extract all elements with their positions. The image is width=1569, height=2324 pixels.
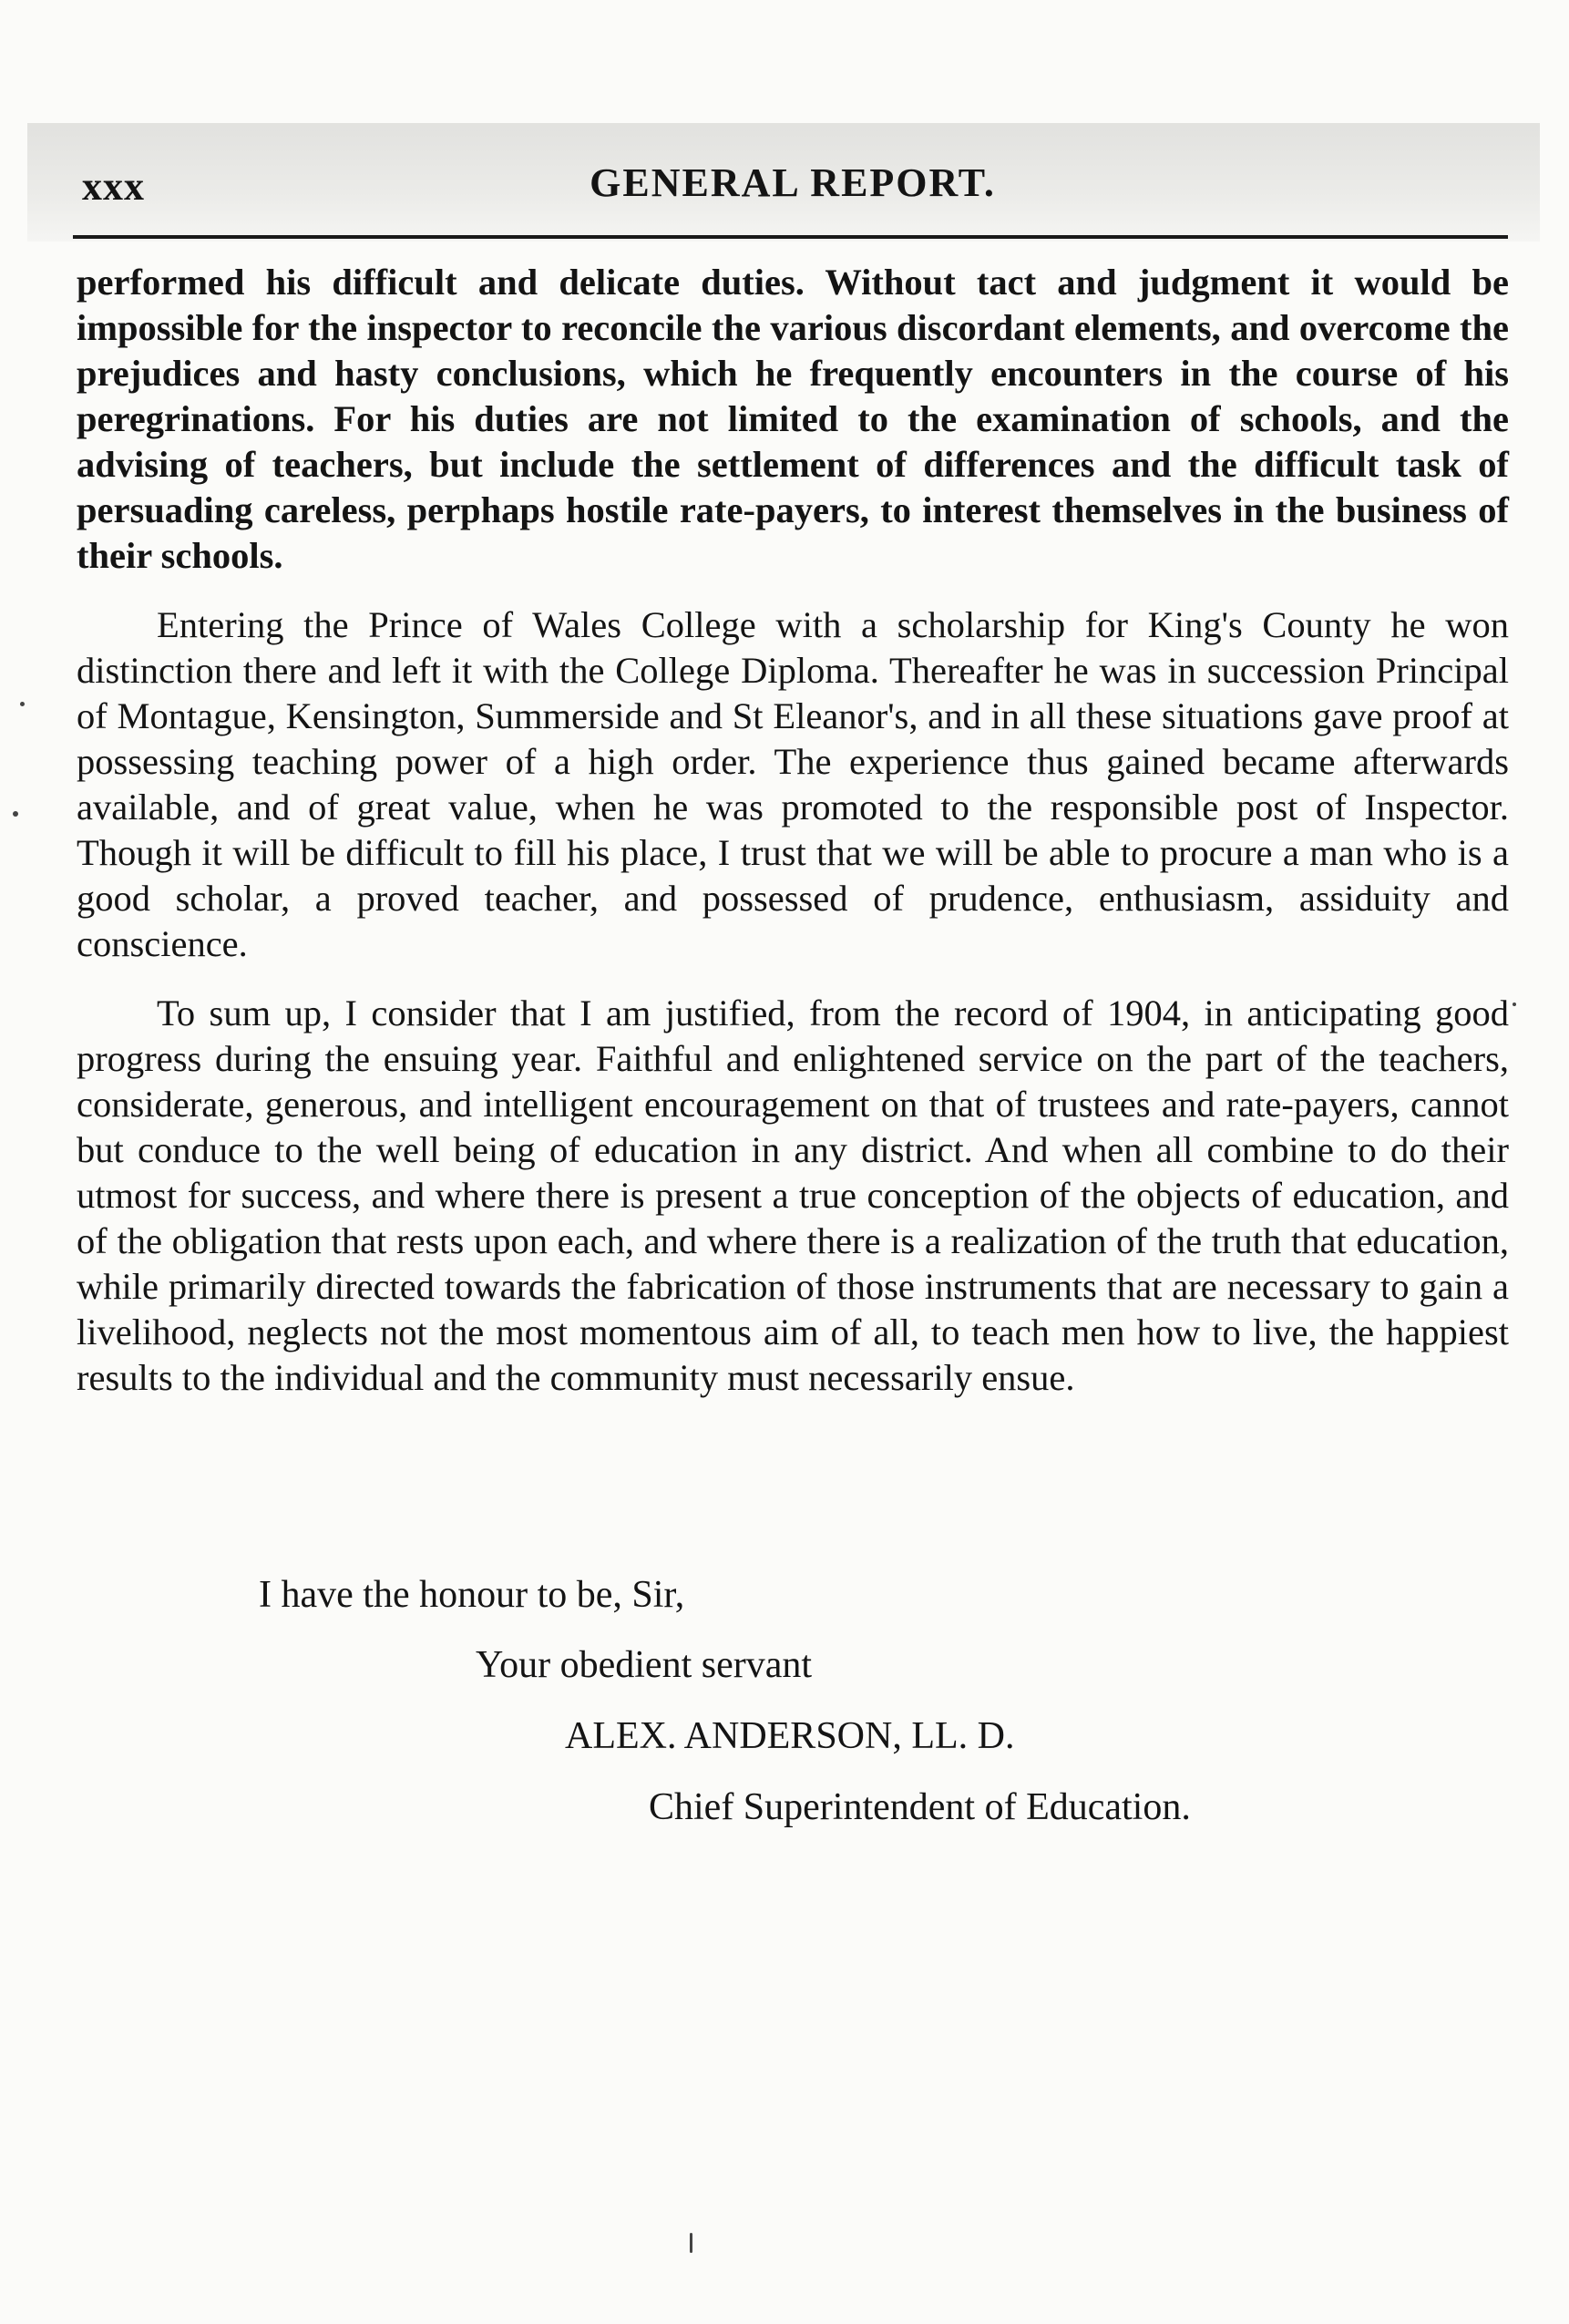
scan-speck [1513, 1003, 1516, 1006]
scan-speck [20, 702, 25, 706]
paragraph-summary: To sum up, I consider that I am justified, from the record of 1904, in anticipating good progress during the ensuing year. Faithful and enlightened service on the part of the teachers, considerate, generous, and intelligent encouragement on that of trustees and rate-payers, cannot but conduce to the well being of education in any district. And when all combine to do their utmost for success, and where there is present a true conception of the objects of education, and of the obligation that rests upon each, and where there is a realization of the truth that education, while primarily directed towards the fabrication of those instruments that are necessary to gain a livelihood, neglects not the most momentous aim of all, to teach men how to live, the happiest results to the individual and the community must necessarily ensue. [77, 992, 1509, 1398]
closing-valediction: Your obedient servant [476, 1644, 813, 1686]
running-head: GENERAL REPORT. [590, 160, 996, 205]
paragraph-inspector-duties: performed his difficult and delicate duties. Without tact and judgment it would be impossible for the inspector to reconcile the various discordant elements, and overcome the prejudices and hasty conclusions, which he frequently encounters in the course of his peregrinations. For his duties are not limited to the examination of schools, and the advising of teachers, but include the settlement of differences and the difficult task of persuading careless, perphaps hostile rate-payers, to interest themselves in the business of their schools. [77, 262, 1509, 576]
signatory-title: Chief Superintendent of Education. [649, 1786, 1191, 1828]
closing-salutation: I have the honour to be, Sir, [259, 1574, 685, 1616]
header-rule [73, 235, 1508, 239]
signatory-name: ALEX. ANDERSON, LL. D. [565, 1715, 1015, 1757]
page-header [73, 159, 1513, 223]
scan-speck [690, 2233, 692, 2253]
report-body [77, 260, 1509, 1401]
paragraph-inspector-career: Entering the Prince of Wales College with a scholarship for King's County he won distinction there and left it with the College Diploma. Thereafter he was in succession Principal of Montague, Kensington, Summerside and St Eleanor's, and in all these situations gave proof at possessing teaching power of a high order. The experience thus gained became afterwards available, and of great value, when he was promoted to the responsible post of Inspector. Though it will be difficult to fill his place, I trust that we will be able to procure a man who is a good scholar, a proved teacher, and possessed of prudence, enthusiasm, assiduity and conscience. [77, 604, 1509, 964]
page-number: xxx [82, 164, 145, 209]
scan-speck [13, 811, 18, 817]
